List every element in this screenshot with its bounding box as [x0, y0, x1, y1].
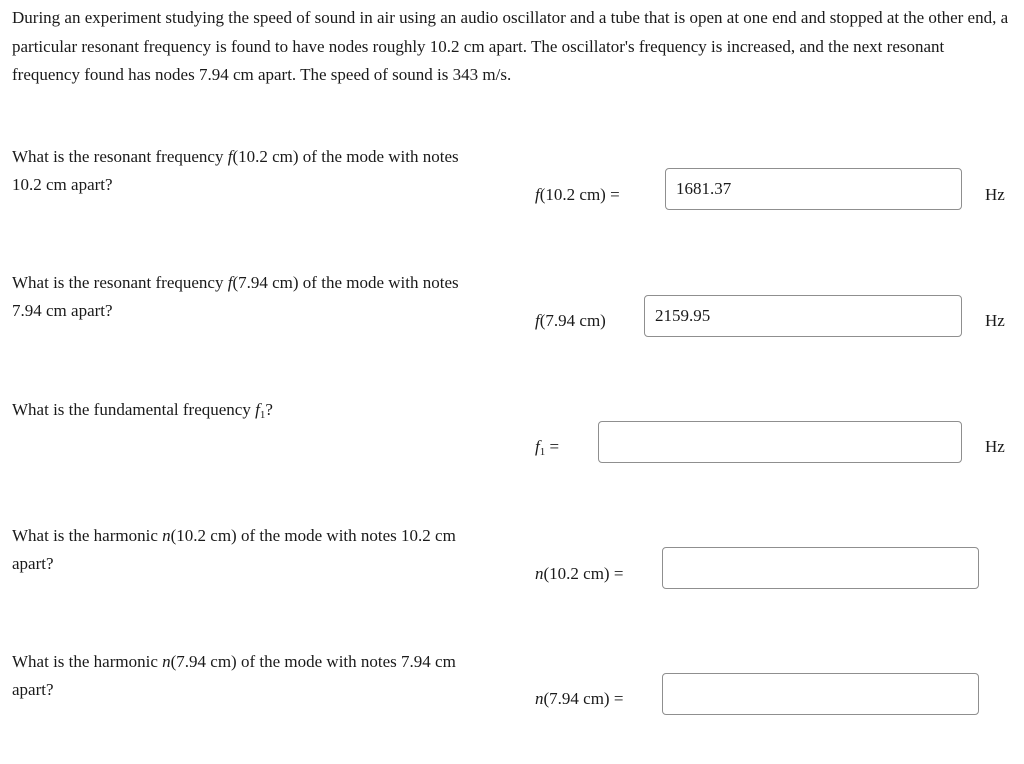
answer-4-label: n(10.2 cm) = — [535, 564, 624, 583]
question-3-prompt: What is the fundamental frequency $f_1$? — [12, 400, 273, 421]
question-1-prompt: What is the resonant frequency f(10.2 cm) of the mode with notes 10.2 cm apart? — [12, 147, 459, 194]
answer-2-label: f(7.94 cm) — [535, 311, 606, 330]
answer-1-unit: Hz — [985, 185, 1005, 204]
question-4-prompt: What is the harmonic n(10.2 cm) of the mode with notes 10.2 cm apart? — [12, 526, 456, 573]
question-2-prompt: What is the resonant frequency f(7.94 cm) of the mode with notes 7.94 cm apart? — [12, 273, 459, 320]
harmonic-10-2-input[interactable] — [662, 547, 979, 589]
answer-3-label: $f_1$ = — [535, 437, 560, 458]
problem-statement: During an experiment studying the speed of sound in air using an audio oscillator and a tube that is open at one end and stopped at the other end, a particular resonant frequency is found to have nodes roughly 10.2 cm apart. The oscillator's frequency is increased, and the next resonant frequency found has nodes 7.94 cm apart. The speed of sound is 343 m/s. — [12, 8, 1009, 84]
resonant-frequency-7-94-input[interactable] — [644, 295, 962, 337]
fundamental-frequency-input[interactable] — [598, 421, 962, 463]
answer-1-label: f(10.2 cm) = — [535, 185, 620, 204]
resonant-frequency-10-2-input[interactable] — [665, 168, 962, 210]
answer-2-unit: Hz — [985, 311, 1005, 330]
answer-5-label: n(7.94 cm) = — [535, 689, 624, 708]
answer-3-unit: Hz — [985, 437, 1005, 456]
question-5-prompt: What is the harmonic n(7.94 cm) of the mode with notes 7.94 cm apart? — [12, 652, 456, 699]
harmonic-7-94-input[interactable] — [662, 673, 979, 715]
